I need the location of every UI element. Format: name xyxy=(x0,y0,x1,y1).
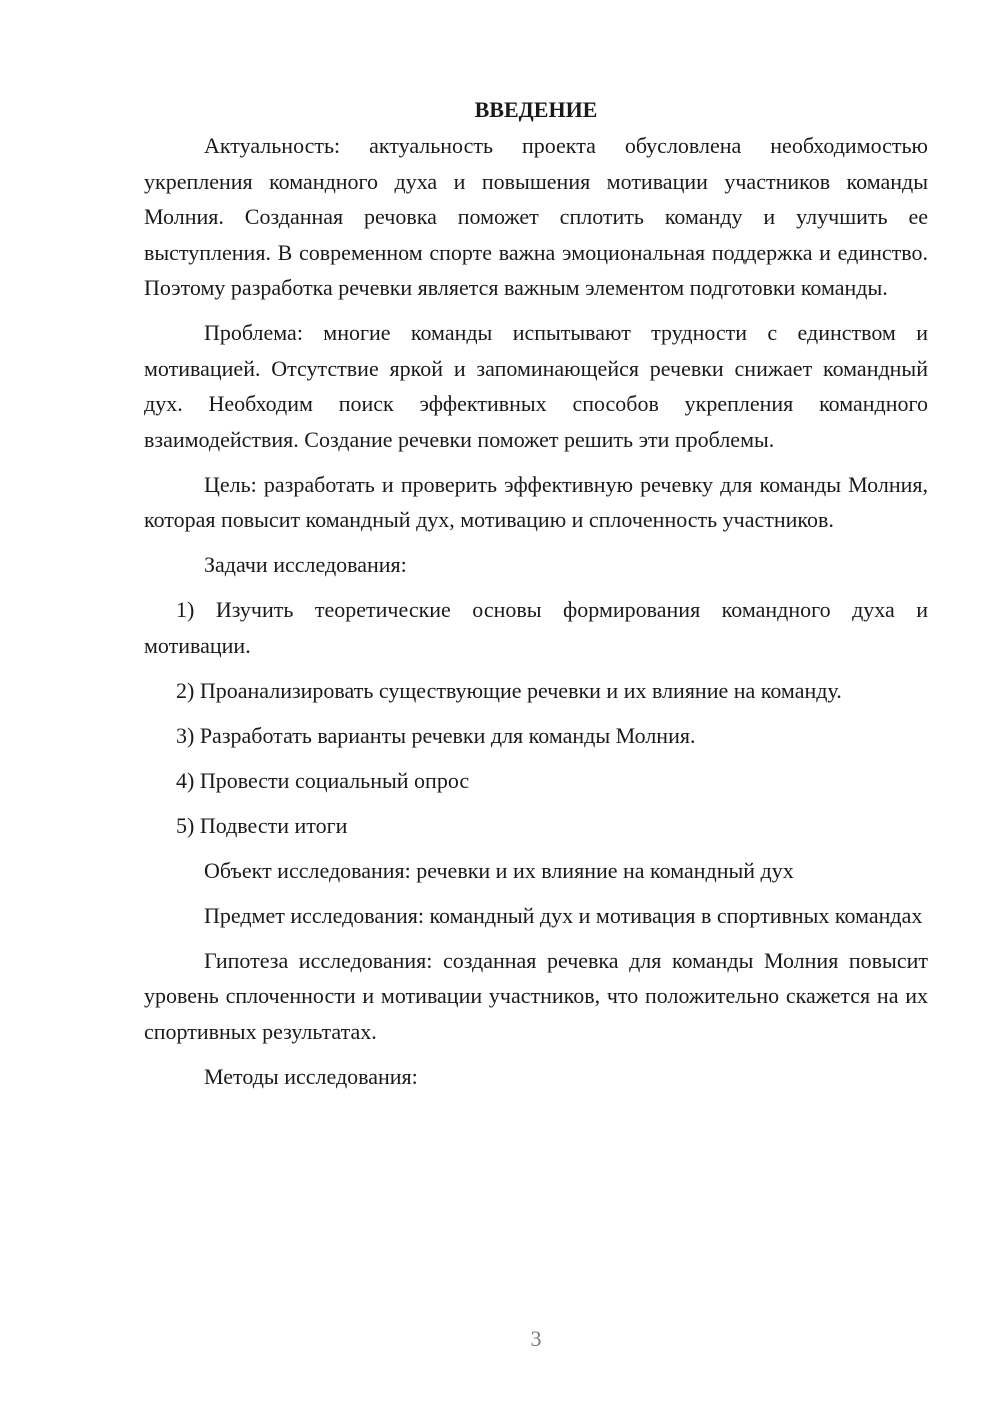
task-item-3: 3) Разработать варианты речевки для команды Молния. xyxy=(176,722,696,748)
paragraph-object: Объект исследования: речевки и их влияние на командный дух xyxy=(204,857,794,883)
paragraph-relevance: Актуальность: актуальность проекта обусловлена необходимостью укрепления командного духа и повышения мотивации участников команды Молния. Созданная речовка поможет сплотить команду и улучшить ее выступления. В современном спорте важна эмоциональная поддержка и единство. Поэтому разработка речевки является важным элементом подготовки команды. xyxy=(144,133,928,300)
paragraph-problem: Проблема: многие команды испытывают трудности с единством и мотивацией. Отсутствие яркой и запоминающейся речевки снижает командный дух. Необходим поиск эффективных способов укрепления командного взаимодействия. Создание речевки поможет решить эти проблемы. xyxy=(144,320,928,452)
paragraph-hypothesis: Гипотеза исследования: созданная речевка для команды Молния повысит уровень сплоченности и мотивации участников, что положительно скажется на их спортивных результатах. xyxy=(144,947,928,1044)
task-item-2: 2) Проанализировать существующие речевки и их влияние на команду. xyxy=(176,677,842,703)
page-number: 3 xyxy=(530,1326,542,1351)
paragraph-tasks-heading: Задачи исследования: xyxy=(204,552,407,577)
paragraph-subject: Предмет исследования: командный дух и мотивация в спортивных командах xyxy=(204,902,923,928)
task-item-4: 4) Провести социальный опрос xyxy=(176,767,470,793)
paragraph-goal: Цель: разработать и проверить эффективную речевку для команды Молния, которая повысит командный дух, мотивацию и сплоченность участников. xyxy=(144,471,928,532)
document-page xyxy=(144,92,928,1104)
section-title: ВВЕДЕНИЕ xyxy=(474,97,598,122)
paragraph-methods: Методы исследования: xyxy=(204,1063,418,1089)
task-item-1: 1) Изучить теоретические основы формирования командного духа и мотивации. xyxy=(144,597,928,658)
task-item-5: 5) Подвести итоги xyxy=(176,812,348,838)
